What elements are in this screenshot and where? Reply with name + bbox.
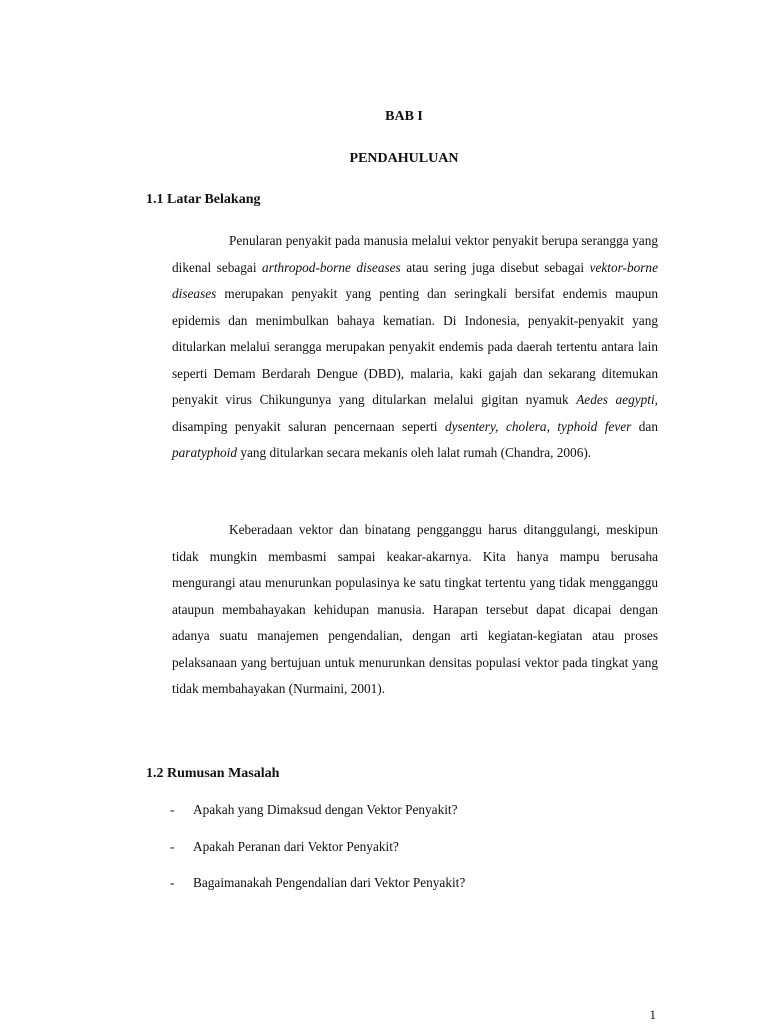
text-run: yang ditularkan secara mekanis oleh lalat rumah (Chandra, 2006). <box>237 445 592 460</box>
section-heading-background: 1.1 Latar Belakang <box>146 192 261 207</box>
list-item-text: Apakah Peranan dari Vektor Penyakit? <box>193 838 399 854</box>
italic-term: paratyphoid <box>172 445 238 460</box>
problem-list <box>170 800 465 910</box>
paragraph-background-2 <box>172 517 658 703</box>
paragraph-content: Keberadaan vektor dan binatang pengganggu harus ditanggulangi, meskipun tidak mungkin membasmi sampai keakar-akarnya. Kita hanya mampu berusaha mengurangi atau menurunkan populasinya ke satu tingkat tertentu yang tidak mengganggu ataupun membahayakan kehidupan manusia. Harapan tersebut dapat dicapai dengan adanya suatu manajemen pengendalian, dengan arti kegiatan-kegiatan atau proses pelaksanaan yang bertujuan untuk menurunkan densitas populasi vektor pada tingkat yang tidak membahayakan (Nurmaini, 2001). <box>172 522 658 696</box>
chapter-title: PENDAHULUAN <box>349 151 459 166</box>
section-heading-problem: 1.2 Rumusan Masalah <box>146 766 280 781</box>
list-bullet: - <box>170 875 175 890</box>
chapter-number: BAB I <box>385 109 423 124</box>
list-item <box>170 873 465 910</box>
italic-term: dysentery, cholera, typhoid fever <box>444 418 632 434</box>
italic-term: vektor-borne diseases <box>172 259 658 301</box>
list-bullet: - <box>170 802 175 817</box>
text-run: Penularan penyakit pada manusia melalui vektor penyakit berupa serangga yang dikenal sebagai <box>172 233 658 275</box>
page-number: 1 <box>649 1007 656 1022</box>
italic-term: arthropod-borne diseases <box>262 259 401 275</box>
list-bullet: - <box>170 838 175 854</box>
list-item-text: Bagaimanakah Pengendalian dari Vektor Penyakit? <box>193 875 466 890</box>
text-run: , disamping penyakit saluran pencernaan seperti <box>172 392 658 434</box>
list-item <box>170 800 465 837</box>
text-run: atau sering juga disebut sebagai <box>400 259 590 275</box>
paragraph-content <box>172 233 658 460</box>
list-item <box>170 837 465 874</box>
text-run: merupakan penyakit yang penting dan seringkali bersifat endemis maupun epidemis dan menimbulkan bahaya kematian. Di Indonesia, penyakit-penyakit yang ditularkan melalui serangga merupakan penyakit endemis pada daerah tertentu antara lain seperti Demam Berdarah Dengue (DBD), malaria, kaki gajah dan sekarang ditemukan penyakit virus Chikungunya yang ditularkan melalui gigitan nyamuk <box>172 286 658 407</box>
text-run: dan <box>631 418 658 434</box>
italic-term: Aedes aegypti <box>576 392 655 407</box>
paragraph-background-1 <box>172 228 658 467</box>
list-item-text: Apakah yang Dimaksud dengan Vektor Penyakit? <box>193 802 458 817</box>
